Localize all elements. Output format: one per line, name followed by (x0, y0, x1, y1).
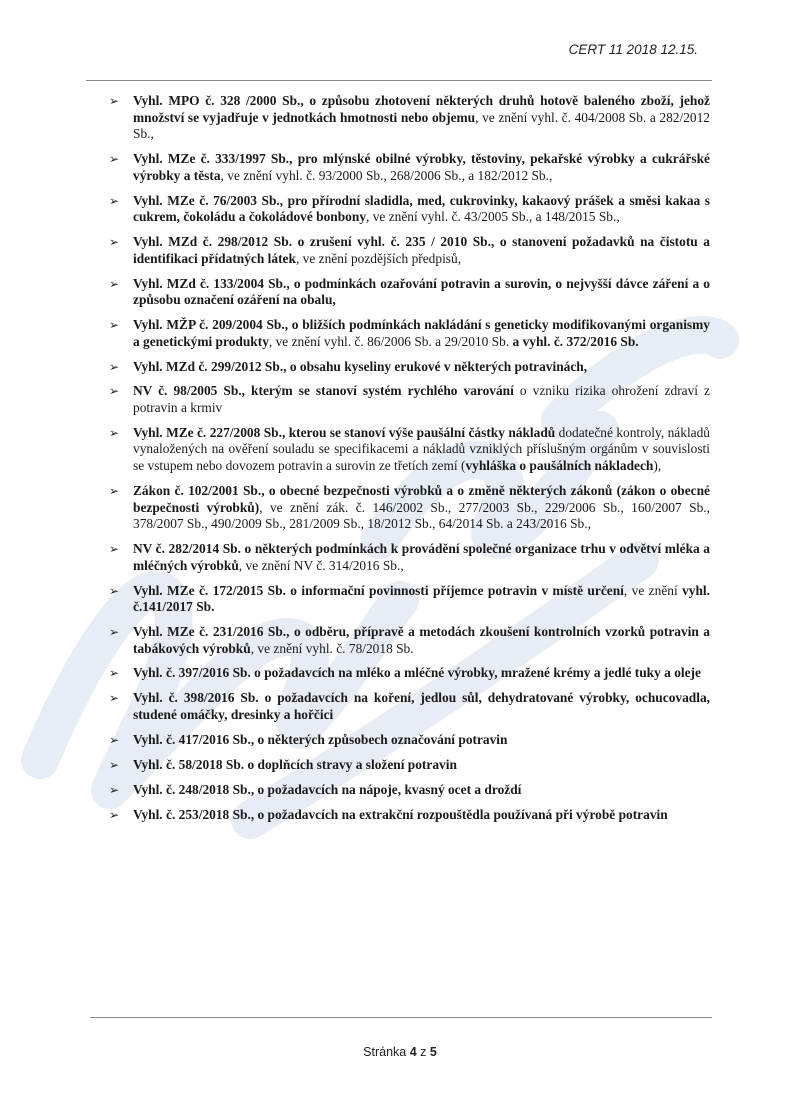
list-item (105, 383, 710, 416)
item-title: Vyhl. MZe č. 172/2015 Sb. o informační povinnosti příjemce potravin v místě určení (133, 582, 624, 598)
list-item (105, 624, 710, 657)
item-title: Vyhl. č. 58/2018 Sb. o doplňcích stravy a složení potravin (133, 756, 457, 772)
item-title: Vyhl. MZe č. 227/2008 Sb., kterou se stanoví výše paušální částky nákladů (133, 424, 556, 440)
arrow-bullet-icon: ➢ (109, 542, 120, 557)
page-number (0, 1045, 800, 1059)
list-item (105, 782, 710, 799)
item-title: Vyhl. č. 248/2018 Sb., o požadavcích na nápoje, kvasný ocet a droždí (133, 781, 522, 797)
arrow-bullet-icon: ➢ (109, 807, 120, 822)
item-title: Vyhl. MZe č. 333/1997 Sb., pro mlýnské obilné výrobky, těstoviny, pekařské výrobky a cukrářské výrobky a těsta (133, 151, 710, 183)
item-title: vyhl. č.141/2017 Sb. (133, 582, 710, 615)
item-title: Vyhl. MZe č. 76/2003 Sb., pro přírodní sladidla, med, cukrovinky, kakaový prášek a směsi kakaa s cukrem, čokoládu a čokoládové bonbony (133, 192, 710, 225)
item-text: o vzniku rizika ohrožení zdraví z potravin a krmiv (133, 383, 710, 415)
item-title: Vyhl. MPO č. 328 /2000 Sb., o způsobu zhotovení některých druhů hotově baleného zboží, jehož množství se vyjadřuje v jednotkách hmotnosti nebo objemu (133, 93, 710, 125)
list-item (105, 93, 710, 143)
item-title: Vyhl. MŽP č. 209/2004 Sb., o bližších podmínkách nakládání s geneticky modifikovanými organismy a genetickými produkty (133, 317, 710, 349)
list-item (105, 665, 710, 682)
list-item (105, 234, 710, 267)
item-text: ), (653, 458, 662, 474)
list-item (105, 732, 710, 749)
list-item (105, 317, 710, 350)
item-text: , ve znění vyhl. č. 43/2005 Sb., a 148/2015 Sb., (366, 209, 620, 225)
item-text: dodatečné kontroly, nákladů vynaložených na ověření souladu se specifikacemi a nákladů vzniklých příslušným orgánům v souvislosti se vstupem nebo dovozem potravin a surovin ze třetích zemí ( (133, 424, 710, 474)
item-title: Vyhl. MZe č. 231/2016 Sb., o odběru, přípravě a metodách zkoušení kontrolních vzorků potravin a tabákových výrobků (133, 624, 710, 656)
page-total: 5 (429, 1045, 437, 1059)
item-text: , ve znění vyhl. č. 404/2008 Sb. a 282/2012 Sb., (133, 109, 710, 142)
arrow-bullet-icon: ➢ (109, 425, 120, 440)
item-title: Vyhl. č. 397/2016 Sb. o požadavcích na mléko a mléčné výrobky, mražené krémy a jedlé tuky a oleje (133, 665, 701, 681)
list-item (105, 541, 710, 574)
list-item (105, 359, 710, 376)
item-title: Vyhl. č. 417/2016 Sb., o některých způsobech označování potravin (133, 731, 508, 747)
item-text: , ve znění vyhl. č. 86/2006 Sb. a 29/2010 Sb. (268, 333, 513, 349)
arrow-bullet-icon: ➢ (109, 384, 120, 399)
list-item (105, 151, 710, 184)
item-text: , ve znění vyhl. č. 78/2018 Sb. (250, 640, 414, 656)
arrow-bullet-icon: ➢ (109, 691, 120, 706)
list-item (105, 757, 710, 774)
arrow-bullet-icon: ➢ (109, 732, 120, 747)
page-sep: z (416, 1045, 430, 1059)
list-item (105, 583, 710, 616)
item-text: , ve znění vyhl. č. 93/2000 Sb., 268/2006 Sb., a 182/2012 Sb., (220, 167, 553, 183)
arrow-bullet-icon: ➢ (109, 193, 120, 208)
document-code: CERT 11 2018 12.15. (568, 42, 698, 57)
arrow-bullet-icon: ➢ (109, 94, 120, 108)
arrow-bullet-icon: ➢ (109, 152, 120, 167)
arrow-bullet-icon: ➢ (109, 235, 120, 250)
item-title: NV č. 98/2005 Sb., kterým se stanoví systém rychlého varování (133, 383, 514, 399)
arrow-bullet-icon: ➢ (109, 757, 120, 772)
list-item (105, 193, 710, 226)
item-text: , ve znění NV č. 314/2016 Sb., (238, 557, 404, 573)
arrow-bullet-icon: ➢ (109, 666, 120, 681)
item-text: , ve znění zák. č. 146/2002 Sb., 277/2003 Sb., 229/2006 Sb., 160/2007 Sb., 378/2007 Sb., 490/2009 Sb., 281/2009 Sb., 18/2012 Sb., 64/2014 Sb. a 243/2016 Sb., (133, 499, 710, 532)
arrow-bullet-icon: ➢ (109, 483, 120, 498)
arrow-bullet-icon: ➢ (109, 276, 120, 291)
arrow-bullet-icon: ➢ (109, 583, 120, 598)
list-item (105, 807, 710, 824)
item-title: a vyhl. č. 372/2016 Sb. (512, 333, 639, 349)
page-current: 4 (409, 1045, 417, 1059)
footer-divider (90, 1017, 712, 1018)
list-item (105, 425, 710, 475)
item-title: Vyhl. MZd č. 133/2004 Sb., o podmínkách ozařování potravin a surovin, o nejvyšší dávce záření a o způsobu označení ozáření na obalu, (133, 275, 710, 308)
item-title: Vyhl. MZd č. 299/2012 Sb., o obsahu kyseliny erukové v některých potravinách, (133, 358, 588, 374)
item-title: Vyhl. MZd č. 298/2012 Sb. o zrušení vyhl. č. 235 / 2010 Sb., o stanovení požadavků na čistotu a identifikaci přídatných látek (133, 234, 710, 266)
list-item (105, 276, 710, 309)
legislation-list (105, 93, 710, 831)
list-item (105, 483, 710, 533)
item-text: , ve znění (623, 582, 683, 598)
item-title: Vyhl. č. 398/2016 Sb. o požadavcích na koření, jedlou sůl, dehydratované výrobky, ochucovadla, studené omáčky, dresinky a hořčici (133, 690, 710, 722)
page-prefix: Stránka (363, 1045, 410, 1059)
item-title: Vyhl. č. 253/2018 Sb., o požadavcích na extrakční rozpouštědla používaná při výrobě potravin (133, 806, 668, 822)
arrow-bullet-icon: ➢ (109, 318, 120, 333)
arrow-bullet-icon: ➢ (109, 359, 120, 374)
arrow-bullet-icon: ➢ (109, 625, 120, 639)
header-divider (86, 80, 712, 81)
list-item (105, 690, 710, 723)
item-text: , ve znění pozdějších předpisů, (295, 250, 462, 266)
item-title: NV č. 282/2014 Sb. o některých podmínkách k provádění společné organizace trhu v odvětví mléka a mléčných výrobků (133, 541, 710, 573)
item-title: vyhláška o paušálních nákladech (465, 458, 654, 474)
arrow-bullet-icon: ➢ (109, 782, 120, 797)
item-title: Zákon č. 102/2001 Sb., o obecné bezpečnosti výrobků a o změně některých zákonů (zákon o obecné bezpečnosti výrobků) (133, 482, 710, 515)
